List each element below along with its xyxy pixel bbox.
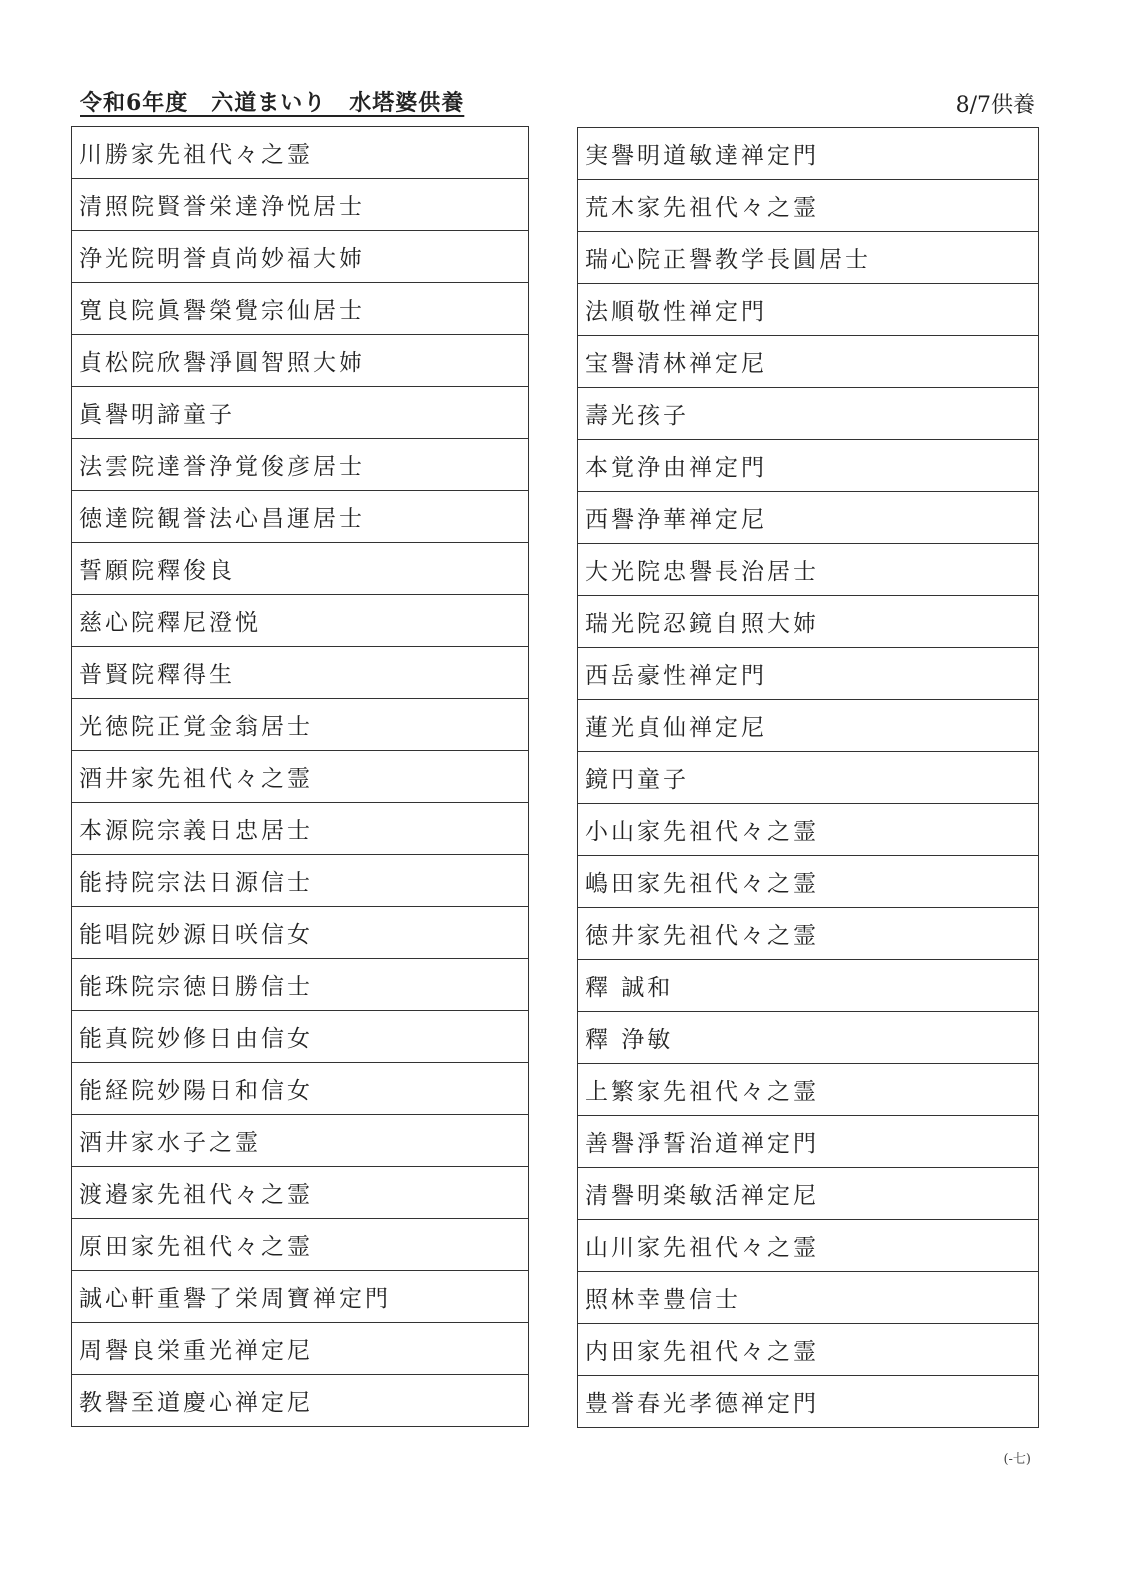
name-cell: 能唱院妙源日咲信女 xyxy=(72,907,529,959)
name-cell: 徳達院観誉法心昌運居士 xyxy=(72,491,529,543)
name-cell: 法順敬性禅定門 xyxy=(578,284,1039,336)
name-cell: 川勝家先祖代々之霊 xyxy=(72,127,529,179)
table-row xyxy=(578,1376,1039,1428)
name-cell: 照林幸豊信士 xyxy=(578,1272,1039,1324)
table-row xyxy=(578,180,1039,232)
name-cell: 教譽至道慶心禅定尼 xyxy=(72,1375,529,1427)
table-row xyxy=(578,856,1039,908)
table-row xyxy=(72,543,529,595)
table-row xyxy=(72,699,529,751)
table-row xyxy=(578,388,1039,440)
name-cell: 大光院忠譽長治居士 xyxy=(578,544,1039,596)
name-cell: 普賢院釋得生 xyxy=(72,647,529,699)
name-cell: 酒井家先祖代々之霊 xyxy=(72,751,529,803)
name-cell: 実譽明道敏達禅定門 xyxy=(578,128,1039,180)
table-row xyxy=(578,440,1039,492)
table-row xyxy=(578,128,1039,180)
name-cell: 誠心軒重譽了栄周寶禅定門 xyxy=(72,1271,529,1323)
table-row xyxy=(72,1167,529,1219)
table-row xyxy=(578,492,1039,544)
table-row xyxy=(72,335,529,387)
table-row xyxy=(72,751,529,803)
table-row xyxy=(72,1011,529,1063)
name-cell: 原田家先祖代々之霊 xyxy=(72,1219,529,1271)
name-cell: 荒木家先祖代々之霊 xyxy=(578,180,1039,232)
name-cell: 山川家先祖代々之霊 xyxy=(578,1220,1039,1272)
page-number: (-七) xyxy=(1003,1452,1031,1467)
name-cell: 宝譽清林禅定尼 xyxy=(578,336,1039,388)
page-title: 令和6年度 六道まいり 水塔婆供養 xyxy=(80,90,465,116)
table-row xyxy=(578,1220,1039,1272)
table-row xyxy=(578,544,1039,596)
name-cell: 善譽淨誓治道禅定門 xyxy=(578,1116,1039,1168)
name-cell: 光徳院正覚金翁居士 xyxy=(72,699,529,751)
name-cell: 酒井家水子之霊 xyxy=(72,1115,529,1167)
table-row xyxy=(578,752,1039,804)
table-row xyxy=(578,700,1039,752)
name-cell: 清照院賢誉栄達浄悦居士 xyxy=(72,179,529,231)
table-row xyxy=(72,647,529,699)
name-cell: 法雲院達誉浄覚俊彦居士 xyxy=(72,439,529,491)
table-row xyxy=(72,127,529,179)
name-cell: 眞譽明諦童子 xyxy=(72,387,529,439)
name-cell: 西譽浄華禅定尼 xyxy=(578,492,1039,544)
name-cell: 蓮光貞仙禅定尼 xyxy=(578,700,1039,752)
table-row xyxy=(578,1168,1039,1220)
table-row xyxy=(72,1375,529,1427)
name-cell: 能持院宗法日源信士 xyxy=(72,855,529,907)
name-cell: 瑞光院忍鏡自照大姉 xyxy=(578,596,1039,648)
name-cell: 能珠院宗徳日勝信士 xyxy=(72,959,529,1011)
name-cell: 徳井家先祖代々之霊 xyxy=(578,908,1039,960)
table-row xyxy=(72,855,529,907)
table-row xyxy=(578,336,1039,388)
name-cell: 周譽良栄重光禅定尼 xyxy=(72,1323,529,1375)
table-row xyxy=(578,648,1039,700)
table-row xyxy=(578,1064,1039,1116)
offering-date: 8/7供養 xyxy=(955,93,1035,118)
name-cell: 釋 浄敏 xyxy=(578,1012,1039,1064)
table-row xyxy=(72,283,529,335)
name-cell: 寛良院眞譽榮覺宗仙居士 xyxy=(72,283,529,335)
table-row xyxy=(578,232,1039,284)
name-cell: 小山家先祖代々之霊 xyxy=(578,804,1039,856)
table-row xyxy=(72,1271,529,1323)
table-row xyxy=(72,1115,529,1167)
name-cell: 瑞心院正譽教学長圓居士 xyxy=(578,232,1039,284)
table-row xyxy=(578,804,1039,856)
table-row xyxy=(578,1116,1039,1168)
table-row xyxy=(578,908,1039,960)
name-cell: 内田家先祖代々之霊 xyxy=(578,1324,1039,1376)
name-cell: 清譽明楽敏活禅定尼 xyxy=(578,1168,1039,1220)
name-cell: 釋 誠和 xyxy=(578,960,1039,1012)
right-name-table xyxy=(577,127,1039,1428)
table-row xyxy=(72,595,529,647)
name-cell: 本覚浄由禅定門 xyxy=(578,440,1039,492)
name-cell: 本源院宗義日忠居士 xyxy=(72,803,529,855)
name-cell: 能真院妙修日由信女 xyxy=(72,1011,529,1063)
table-row xyxy=(72,1063,529,1115)
table-row xyxy=(72,907,529,959)
left-name-table xyxy=(71,126,529,1427)
table-row xyxy=(72,1219,529,1271)
table-row xyxy=(578,596,1039,648)
table-row xyxy=(578,284,1039,336)
table-row xyxy=(578,1272,1039,1324)
name-cell: 上繁家先祖代々之霊 xyxy=(578,1064,1039,1116)
table-row xyxy=(72,439,529,491)
name-cell: 鏡円童子 xyxy=(578,752,1039,804)
name-cell: 誓願院釋俊良 xyxy=(72,543,529,595)
name-cell: 西岳豪性禅定門 xyxy=(578,648,1039,700)
table-row xyxy=(578,1012,1039,1064)
name-cell: 豊誉春光孝德禅定門 xyxy=(578,1376,1039,1428)
name-cell: 渡邉家先祖代々之霊 xyxy=(72,1167,529,1219)
table-row xyxy=(72,179,529,231)
table-row xyxy=(72,1323,529,1375)
table-row xyxy=(578,960,1039,1012)
name-cell: 嶋田家先祖代々之霊 xyxy=(578,856,1039,908)
table-row xyxy=(72,491,529,543)
name-cell: 貞松院欣譽淨圓智照大姉 xyxy=(72,335,529,387)
name-cell: 壽光孩子 xyxy=(578,388,1039,440)
table-row xyxy=(72,803,529,855)
table-row xyxy=(72,387,529,439)
name-cell: 浄光院明誉貞尚妙福大姉 xyxy=(72,231,529,283)
name-cell: 慈心院釋尼澄悦 xyxy=(72,595,529,647)
table-row xyxy=(72,231,529,283)
table-row xyxy=(578,1324,1039,1376)
table-row xyxy=(72,959,529,1011)
name-cell: 能経院妙陽日和信女 xyxy=(72,1063,529,1115)
